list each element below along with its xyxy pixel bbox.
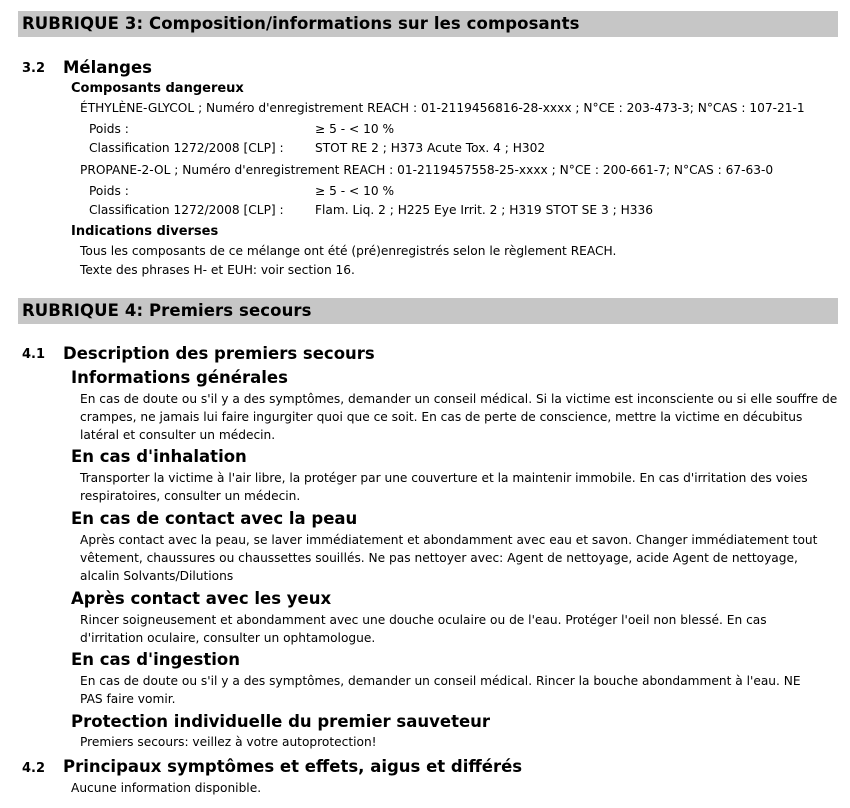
section-4-header-bar (18, 298, 838, 324)
component-classification-label: Classification 1272/2008 [CLP] : (89, 141, 284, 155)
component-weight-value: ≥ 5 - < 10 % (315, 184, 395, 198)
subsection-4-1-number: 4.1 (22, 347, 46, 362)
subsection-4-1-title: Description des premiers secours (63, 344, 375, 363)
first-aid-skin-heading: En cas de contact avec la peau (71, 509, 358, 528)
section-3-header-bar (18, 11, 838, 37)
components-heading: Composants dangereux (71, 81, 244, 96)
section-4-header: RUBRIQUE 4: Premiers secours (22, 301, 312, 320)
first-aid-rescuer-heading: Protection individuelle du premier sauveteur (71, 712, 491, 731)
misc-heading: Indications diverses (71, 224, 219, 239)
first-aid-ingestion-heading: En cas d'ingestion (71, 650, 240, 669)
subsection-3-2-title: Mélanges (63, 58, 152, 77)
component-line-ethylene-glycol: ÉTHYLÈNE-GLYCOL ; Numéro d'enregistrement REACH : 01-2119456816-28-xxxx ; N°CE : 203-473-3; N°CAS : 107-21-1 (80, 101, 805, 115)
misc-line: Tous les composants de ce mélange ont été (pré)enregistrés selon le règlement REACH. (80, 244, 617, 258)
first-aid-eyes-heading: Après contact avec les yeux (71, 589, 332, 608)
subsection-4-2-number: 4.2 (22, 761, 46, 776)
misc-line: Texte des phrases H- et EUH: voir section 16. (80, 263, 355, 277)
component-classification-value: STOT RE 2 ; H373 Acute Tox. 4 ; H302 (315, 141, 546, 155)
first-aid-inhalation-heading: En cas d'inhalation (71, 447, 247, 466)
first-aid-skin-text: Après contact avec la peau, se laver immédiatement et abondamment avec eau et savon. Changer immédiatement tout vêtement, chaussures ou chaussettes souillés. Ne pas nettoyer avec: Agent de nettoyage, acide Agent de nettoyage, alcalin Solvants/Dilutions (80, 533, 818, 583)
first-aid-ingestion-text: En cas de doute ou s'il y a des symptômes, demander un conseil médical. Rincer la bouche abondamment à l'eau. NE PAS faire vomir. (80, 674, 801, 706)
component-classification-label: Classification 1272/2008 [CLP] : (89, 203, 284, 217)
component-line-propane-2-ol: PROPANE-2-OL ; Numéro d'enregistrement REACH : 01-2119457558-25-xxxx ; N°CE : 200-661-7; N°CAS : 67-63-0 (80, 163, 774, 177)
component-weight-value: ≥ 5 - < 10 % (315, 122, 395, 136)
subsection-4-2-text: Aucune information disponible. (71, 781, 262, 795)
first-aid-rescuer-text: Premiers secours: veillez à votre autoprotection! (80, 735, 377, 749)
subsection-4-2-title: Principaux symptômes et effets, aigus et différés (63, 757, 523, 776)
first-aid-eyes-text: Rincer soigneusement et abondamment avec une douche oculaire ou de l'eau. Protéger l'oeil non blessé. En cas d'irritation oculaire, consulter un ophtamologue. (80, 613, 767, 645)
component-classification-value: Flam. Liq. 2 ; H225 Eye Irrit. 2 ; H319 STOT SE 3 ; H336 (315, 203, 654, 217)
section-3-header: RUBRIQUE 3: Composition/informations sur les composants (22, 14, 580, 33)
first-aid-general-heading: Informations générales (71, 368, 288, 387)
component-weight-label: Poids : (89, 122, 129, 136)
component-weight-label: Poids : (89, 184, 129, 198)
first-aid-inhalation-text: Transporter la victime à l'air libre, la protéger par une couverture et la maintenir immobile. En cas d'irritation des voies respiratoires, consulter un médecin. (80, 471, 808, 503)
subsection-3-2-number: 3.2 (22, 61, 46, 76)
first-aid-general-text: En cas de doute ou s'il y a des symptômes, demander un conseil médical. Si la victime est inconsciente ou si elle souffre de crampes, ne jamais lui faire ingurgiter quoi que ce soit. En cas de perte de conscience, mettre la victime en décubitus latéral et consulter un médecin. (80, 392, 838, 442)
